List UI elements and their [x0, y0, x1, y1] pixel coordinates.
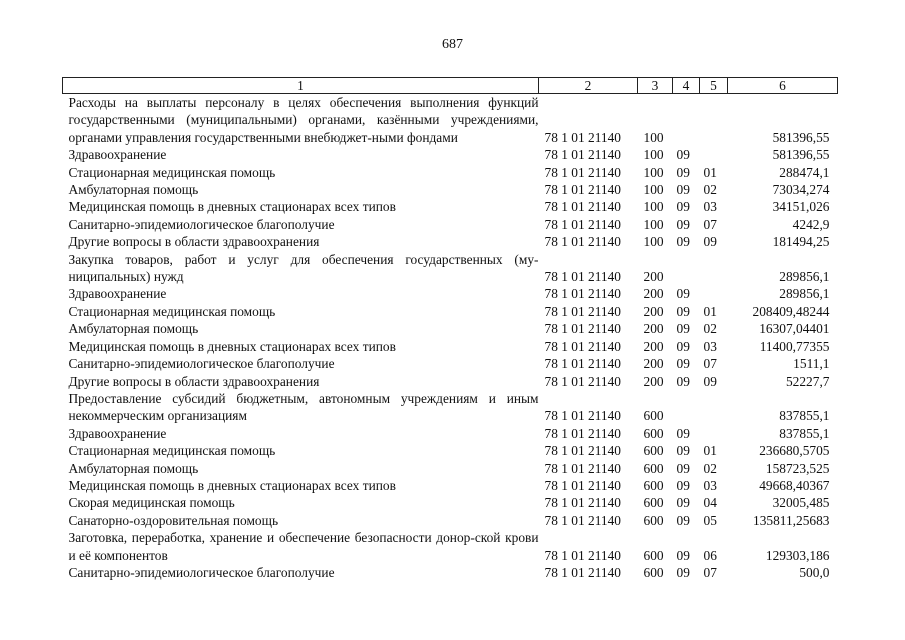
row-section: 09: [676, 477, 690, 493]
row-subsection: 01: [703, 303, 717, 319]
row-code: 78 1 01 21140: [544, 495, 621, 511]
header-col-2: 2: [539, 78, 638, 94]
header-col-1: 1: [63, 78, 539, 94]
row-subsection: 03: [703, 338, 717, 354]
row-section: 09: [676, 460, 690, 476]
row-code: 78 1 01 21140: [544, 216, 621, 232]
row-subsection: [700, 146, 728, 163]
row-name: Амбулаторная помощь: [68, 321, 199, 337]
row-group: 200: [643, 303, 664, 319]
table-row: [63, 94, 838, 147]
row-code: 78 1 01 21140: [544, 129, 621, 145]
table-row: [63, 442, 838, 459]
table-row: [63, 477, 838, 494]
row-name: Заготовка, переработка, хранение и обеспечение безопасности донор-ской крови и её компонентов: [68, 530, 539, 563]
table-header-row: [63, 78, 838, 94]
row-name: Здравоохранение: [68, 147, 167, 163]
row-amount: 11400,77355: [759, 338, 830, 354]
row-group: 200: [643, 338, 664, 354]
header-col-3: 3: [638, 78, 673, 94]
row-subsection: 02: [703, 182, 717, 198]
row-name: Расходы на выплаты персоналу в целях обеспечения выполнения функций государственными (муниципальными) органами, казёнными учреждениями, органами управления государственными внебюджет-ными фондами: [68, 95, 539, 145]
row-subsection: 02: [703, 460, 717, 476]
row-section: 09: [676, 425, 690, 441]
header-col-6: 6: [728, 78, 838, 94]
row-amount: 289856,1: [779, 269, 830, 285]
row-code: 78 1 01 21140: [544, 321, 621, 337]
table-row: [63, 390, 838, 425]
row-name: Здравоохранение: [68, 286, 167, 302]
row-subsection: 04: [703, 495, 717, 511]
row-amount: 129303,186: [765, 547, 830, 563]
row-name: Здравоохранение: [68, 425, 167, 441]
row-name: Другие вопросы в области здравоохранения: [68, 234, 320, 250]
row-amount: 1511,1: [793, 356, 830, 372]
row-code: 78 1 01 21140: [544, 164, 621, 180]
row-code: 78 1 01 21140: [544, 564, 621, 580]
row-name: Стационарная медицинская помощь: [68, 164, 276, 180]
table-row: [63, 494, 838, 511]
row-section: [673, 94, 700, 147]
row-amount: 158723,525: [765, 460, 830, 476]
row-subsection: [700, 425, 728, 442]
table-row: [63, 251, 838, 286]
row-amount: 500,0: [799, 564, 830, 580]
table-row: [63, 164, 838, 181]
row-amount: 236680,5705: [759, 443, 830, 459]
row-section: 09: [676, 356, 690, 372]
row-group: 600: [643, 547, 664, 563]
row-group: 600: [643, 564, 664, 580]
row-section: 09: [676, 199, 690, 215]
row-subsection: 06: [703, 547, 717, 563]
row-section: 09: [676, 216, 690, 232]
row-name: Медицинская помощь в дневных стационарах всех типов: [68, 338, 396, 354]
row-code: 78 1 01 21140: [544, 234, 621, 250]
row-name: Предоставление субсидий бюджетным, автономным учреждениям и иным некоммерческим организациям: [68, 390, 539, 424]
row-amount: 34151,026: [772, 199, 830, 215]
row-section: 09: [676, 303, 690, 319]
row-code: 78 1 01 21140: [544, 147, 621, 163]
row-section: 09: [676, 234, 690, 250]
row-amount: 32005,485: [772, 495, 830, 511]
row-group: 100: [643, 182, 664, 198]
row-code: 78 1 01 21140: [544, 512, 621, 528]
row-subsection: 07: [703, 564, 717, 580]
table-row: [63, 233, 838, 250]
row-group: 200: [643, 286, 664, 302]
header-col-5: 5: [700, 78, 728, 94]
row-amount: 581396,55: [772, 129, 830, 145]
row-name: Стационарная медицинская помощь: [68, 443, 276, 459]
row-section: 09: [676, 182, 690, 198]
table-row: [63, 355, 838, 372]
row-group: 600: [643, 477, 664, 493]
table-row: [63, 373, 838, 390]
row-amount: 581396,55: [772, 147, 830, 163]
row-section: 09: [676, 147, 690, 163]
row-name: Закупка товаров, работ и услуг для обеспечения государственных (му-ниципальных) нужд: [68, 251, 539, 285]
row-section: 09: [676, 495, 690, 511]
table-row: [63, 146, 838, 163]
row-group: 600: [643, 495, 664, 511]
row-subsection: 03: [703, 199, 717, 215]
row-code: 78 1 01 21140: [544, 477, 621, 493]
row-amount: 837855,1: [779, 408, 830, 424]
table-row: [63, 425, 838, 442]
row-amount: 52227,7: [785, 373, 830, 389]
row-name: Амбулаторная помощь: [68, 182, 199, 198]
row-group: 100: [643, 216, 664, 232]
row-code: 78 1 01 21140: [544, 373, 621, 389]
row-subsection: [700, 390, 728, 425]
row-code: 78 1 01 21140: [544, 356, 621, 372]
row-amount: 181494,25: [772, 234, 830, 250]
row-name: Санитарно-эпидемиологическое благополучие: [68, 356, 335, 372]
row-code: 78 1 01 21140: [544, 286, 621, 302]
row-amount: 289856,1: [779, 286, 830, 302]
row-code: 78 1 01 21140: [544, 303, 621, 319]
row-section: 09: [676, 164, 690, 180]
row-group: 200: [643, 321, 664, 337]
row-name: Санитарно-эпидемиологическое благополучие: [68, 564, 335, 580]
row-section: 09: [676, 547, 690, 563]
row-code: 78 1 01 21140: [544, 460, 621, 476]
row-amount: 135811,25683: [753, 512, 830, 528]
row-group: 600: [643, 460, 664, 476]
row-name: Санитарно-эпидемиологическое благополучие: [68, 216, 335, 232]
row-group: 600: [643, 425, 664, 441]
row-group: 200: [643, 356, 664, 372]
row-section: 09: [676, 373, 690, 389]
table-row: [63, 320, 838, 337]
row-name: Другие вопросы в области здравоохранения: [68, 373, 320, 389]
table-row: [63, 460, 838, 477]
row-name: Санаторно-оздоровительная помощь: [68, 512, 279, 528]
row-group: 600: [643, 408, 664, 424]
table-row: [63, 529, 838, 564]
row-subsection: 07: [703, 216, 717, 232]
row-name: Стационарная медицинская помощь: [68, 303, 276, 319]
row-subsection: 09: [703, 234, 717, 250]
row-amount: 16307,04401: [759, 321, 830, 337]
row-name: Медицинская помощь в дневных стационарах всех типов: [68, 477, 396, 493]
row-group: 200: [643, 373, 664, 389]
row-amount: 73034,274: [772, 182, 830, 198]
row-amount: 49668,40367: [759, 477, 830, 493]
table-row: [63, 338, 838, 355]
row-section: 09: [676, 338, 690, 354]
row-group: 600: [643, 443, 664, 459]
table-row: [63, 564, 838, 581]
row-name: Скорая медицинская помощь: [68, 495, 235, 511]
row-group: 100: [643, 147, 664, 163]
row-group: 200: [643, 269, 664, 285]
row-subsection: [700, 251, 728, 286]
row-code: 78 1 01 21140: [544, 408, 621, 424]
table-row: [63, 198, 838, 215]
row-subsection: 01: [703, 164, 717, 180]
row-code: 78 1 01 21140: [544, 338, 621, 354]
row-section: 09: [676, 321, 690, 337]
budget-table: [62, 77, 838, 581]
row-subsection: [700, 285, 728, 302]
row-section: 09: [676, 564, 690, 580]
row-code: 78 1 01 21140: [544, 547, 621, 563]
row-subsection: 09: [703, 373, 717, 389]
row-group: 100: [643, 164, 664, 180]
table-row: [63, 512, 838, 529]
row-code: 78 1 01 21140: [544, 443, 621, 459]
row-code: 78 1 01 21140: [544, 182, 621, 198]
row-section: 09: [676, 512, 690, 528]
table-row: [63, 285, 838, 302]
row-section: 09: [676, 286, 690, 302]
page-number: 687: [442, 37, 463, 52]
row-amount: 837855,1: [779, 425, 830, 441]
row-group: 100: [643, 234, 664, 250]
row-subsection: [700, 94, 728, 147]
row-group: 100: [643, 129, 664, 145]
row-subsection: 01: [703, 443, 717, 459]
row-name: Медицинская помощь в дневных стационарах всех типов: [68, 199, 396, 215]
row-subsection: 02: [703, 321, 717, 337]
row-code: 78 1 01 21140: [544, 269, 621, 285]
row-amount: 208409,48244: [752, 303, 830, 319]
row-amount: 288474,1: [779, 164, 830, 180]
table-row: [63, 181, 838, 198]
row-name: Амбулаторная помощь: [68, 460, 199, 476]
row-group: 100: [643, 199, 664, 215]
row-code: 78 1 01 21140: [544, 199, 621, 215]
row-group: 600: [643, 512, 664, 528]
row-subsection: 07: [703, 356, 717, 372]
row-section: 09: [676, 443, 690, 459]
row-section: [673, 251, 700, 286]
header-col-4: 4: [673, 78, 700, 94]
row-subsection: 03: [703, 477, 717, 493]
table-row: [63, 303, 838, 320]
row-section: [673, 390, 700, 425]
row-subsection: 05: [703, 512, 717, 528]
row-code: 78 1 01 21140: [544, 425, 621, 441]
table-row: [63, 216, 838, 233]
row-amount: 4242,9: [792, 216, 830, 232]
